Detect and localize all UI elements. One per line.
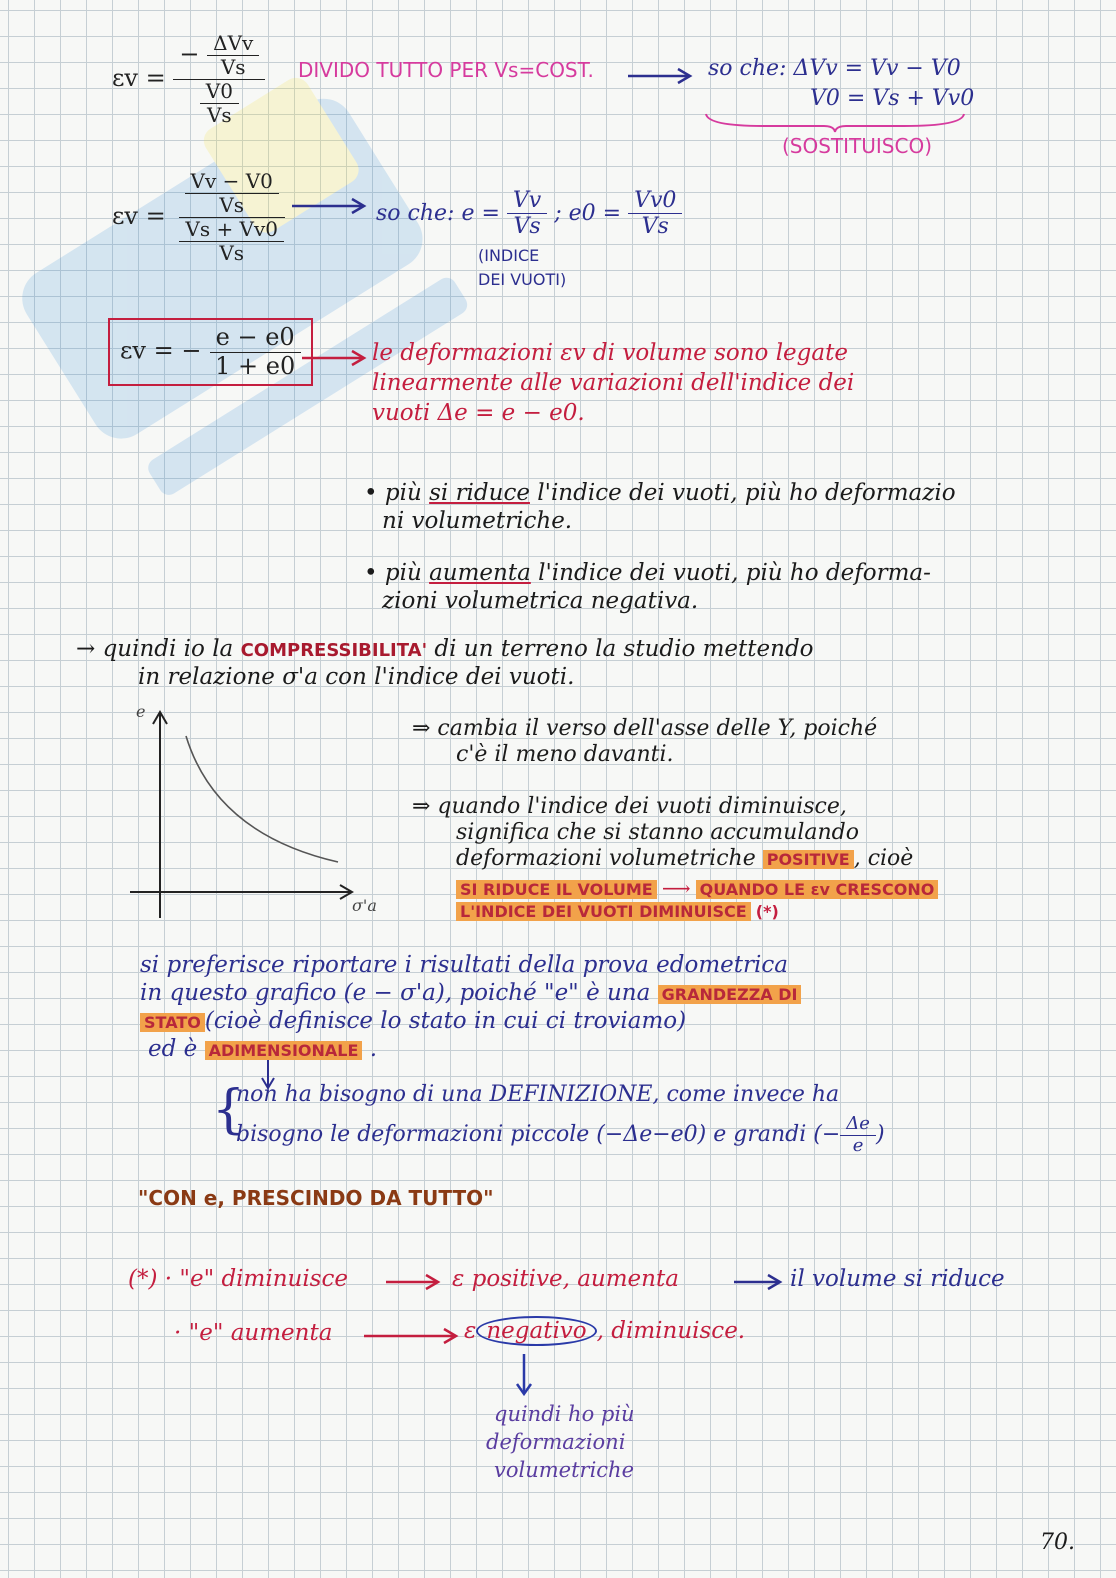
arrow-right-icon [626,66,696,86]
star-line-1c: il volume si riduce [790,1266,1005,1292]
brace-icon [704,110,966,134]
bullet-1: • più si riduce l'indice dei vuoti, più ho deformazio [364,480,956,506]
pref-line-3: STATO (cioè definisce lo stato in cui ci troviamo) [140,1008,686,1034]
negativo-circled: negativo [476,1316,596,1346]
so-che-3: so che: e = $\frac{Vv}{Vs}$ ; e0 = $\frac{Vv0}{Vs}$ [376,188,682,240]
star-line-2b: ε negativo , diminuisce. [464,1318,746,1344]
star-line-1: (*) · "e" diminuisce [128,1266,348,1292]
bullet-2: • più aumenta l'indice dei vuoti, più ho deforma- [364,560,931,586]
brace-line-2: bisogno le deformazioni piccole (−Δe−e0) e grandi (− $\frac{\Delta e}{e}$ ) [236,1113,885,1156]
note-void-4: SI RIDUCE IL VOLUME ⟶ QUANDO LE εv CRESCONO [456,876,938,900]
quindi-line-1: → quindi io la COMPRESSIBILITA' di un terreno la studio mettendo [76,636,814,662]
definition-line-2: linearmente alle variazioni dell'indice dei [372,370,855,396]
definition-line-3: vuoti Δe = e − e0. [372,400,585,426]
note-axis-1: ⇒ cambia il verso dell'asse delle Y, poiché [412,716,878,741]
pref-line-1: si preferisce riportare i risultati della prova edometrica [140,952,788,978]
note-divide: DIVIDO TUTTO PER Vs=COST. [298,58,594,82]
graph-x-label: σ'a [352,896,377,915]
arrow-right-icon [384,1272,444,1292]
final-line-2: deformazioni [486,1430,626,1454]
bullet-1-cont: ni volumetriche. [382,508,573,534]
sostituisco-label: (SOSTITUISCO) [782,134,933,158]
arrow-down-icon [514,1352,534,1398]
brace-line-1: non ha bisogno di una DEFINIZIONE, come invece ha [236,1082,840,1107]
final-line-3: volumetriche [494,1458,634,1482]
graph-y-label: e [136,702,146,721]
so-che-2: V0 = Vs + Vv0 [810,86,975,111]
pref-line-2: in questo grafico (e − σ'a), poiché "e" è una GRANDEZZA DI [140,980,801,1006]
e-sigma-graph [126,704,396,926]
indice-label-2: DEI VUOTI) [478,270,567,289]
arrow-right-icon [290,196,370,216]
note-void-2: significa che si stanno accumulando [456,820,859,845]
star-line-2: · "e" aumenta [174,1320,333,1346]
arrow-right-icon [732,1272,786,1292]
pref-line-4: ed è ADIMENSIONALE . [148,1036,378,1062]
bullet-2-cont: zioni volumetrica negativa. [382,588,699,614]
arrow-right-icon [362,1326,462,1346]
star-line-1b: ε positive, aumenta [452,1266,679,1292]
equation-1: εv = − $\frac{\text{ΔVv}}{Vs}$ $\frac{V0}{Vs}$ [112,32,265,127]
page-number: 70. [1040,1530,1075,1555]
note-void-5: L'INDICE DEI VUOTI DIMINUISCE (*) [456,902,779,921]
curly-brace-icon: { [212,1080,246,1140]
equation-3-boxed: εv = − $\frac{e - e0}{1 + e0}$ [108,318,313,386]
quote-highlight: "CON e, PRESCINDO DA TUTTO" [138,1186,494,1210]
quindi-line-2: in relazione σ'a con l'indice dei vuoti. [138,664,575,690]
arrow-right-icon [300,348,370,368]
equation-2: εv = $\frac{\frac{Vv - V0}{Vs}}{\frac{Vs + Vv0}{Vs}}$ [112,170,290,265]
so-che-1: so che: ΔVv = Vv − V0 [708,56,961,81]
final-line-1: quindi ho più [494,1402,635,1426]
note-void-3: deformazioni volumetriche POSITIVE , cioè [456,846,914,871]
definition-line-1: le deformazioni εv di volume sono legate [372,340,848,366]
note-void-1: ⇒ quando l'indice dei vuoti diminuisce, [412,794,847,819]
indice-label-1: (INDICE [478,246,540,265]
note-axis-2: c'è il meno davanti. [456,742,674,767]
